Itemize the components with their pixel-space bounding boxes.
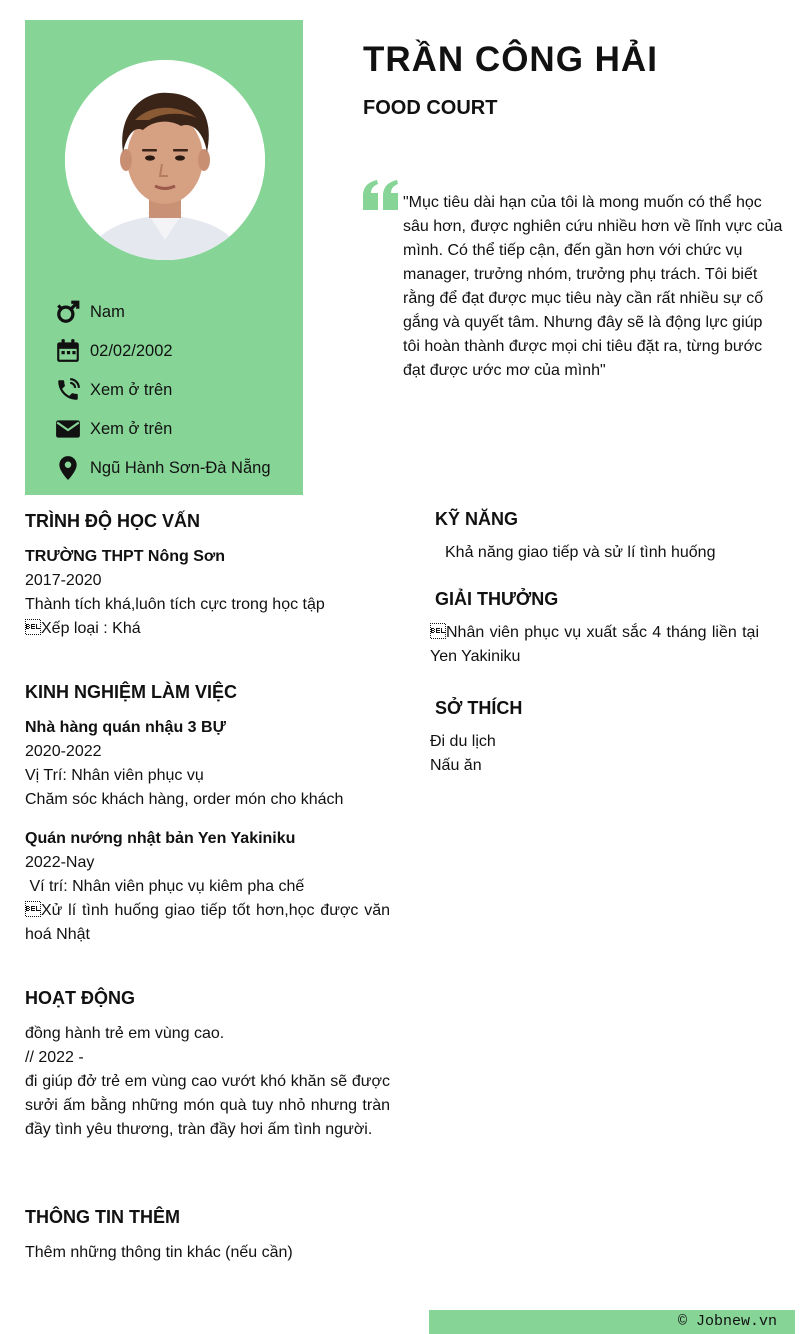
- applied-position: FOOD COURT: [363, 97, 498, 119]
- contact-phone: [54, 376, 172, 404]
- phone-icon: [54, 376, 82, 404]
- birthday-text: 02/02/2002: [90, 341, 173, 360]
- skills-title: KỸ NĂNG: [435, 509, 519, 529]
- hobbies-title: SỞ THÍCH: [435, 698, 523, 718]
- footer-bar: [429, 1310, 795, 1334]
- awards-title: GIẢI THƯỞNG: [435, 589, 559, 609]
- map-pin-icon: [54, 454, 82, 482]
- education-grade: Xếp loại : Khá: [25, 620, 141, 637]
- education-title: TRÌNH ĐỘ HỌC VẤN: [25, 511, 200, 531]
- job-period: 2022-Nay: [25, 854, 95, 871]
- activities-block: [25, 1022, 390, 1142]
- activity-description: đi giúp đở trẻ em vùng cao vướt khó khăn sẽ được sưởi ấm bằng những món quà tuy nhỏ nhưng tràn đầy tình yêu thương, tràn đầy hơi ấm tình người.: [25, 1073, 390, 1138]
- job-entry: [25, 716, 390, 812]
- calendar-icon: [54, 337, 82, 365]
- career-objective: "Mục tiêu dài hạn của tôi là mong muốn có thể học sâu hơn, được nghiên cứu nhiều hơn về lĩnh vực của mình. Có thể tiếp cận, đến gần hơn với chức vụ manager, trưởng nhóm, trưởng phụ trách. Tôi biết rằng để đạt được mục tiêu này cần rất nhiều sự cố gắng và quyết tâm. Nhưng đây sẽ là động lực giúp tôi hoàn thành được mọi chi tiêu đặt ra, từng bước đạt được ước mơ của mình": [403, 194, 783, 379]
- education-years: 2017-2020: [25, 572, 102, 589]
- email-text: Xem ở trên: [90, 419, 173, 438]
- hobby-item: Đi du lịch: [430, 733, 496, 750]
- job-company: Nhà hàng quán nhậu 3 BỰ: [25, 719, 226, 736]
- contact-gender: [54, 298, 125, 326]
- contact-address: [54, 454, 271, 482]
- quote-icon: [363, 180, 399, 210]
- candidate-name: TRẦN CÔNG HẢI: [363, 40, 658, 79]
- job-description: Chăm sóc khách hàng, order món cho khách: [25, 791, 344, 808]
- education-detail: Thành tích khá,luôn tích cực trong học tập: [25, 596, 325, 613]
- additional-info-title: THÔNG TIN THÊM: [25, 1207, 180, 1227]
- job-role: Ví trí: Nhân viên phục vụ kiêm pha chế: [25, 878, 305, 895]
- contact-birthday: [54, 337, 173, 365]
- avatar-photo: [65, 60, 265, 260]
- gender-icon: [54, 298, 82, 326]
- school-name: TRƯỜNG THPT Nông Sơn: [25, 548, 226, 565]
- envelope-icon: [54, 415, 82, 443]
- footer-credit: © Jobnew.vn: [677, 1313, 777, 1330]
- gender-text: Nam: [90, 302, 125, 321]
- awards-text: Nhân viên phục vụ xuất sắc 4 tháng liền tại Yen Yakiniku: [430, 624, 759, 665]
- avatar: [65, 60, 265, 260]
- hobby-item: Nấu ăn: [430, 757, 482, 774]
- job-role: Vị Trí: Nhân viên phục vụ: [25, 767, 204, 784]
- additional-info-text: Thêm những thông tin khác (nếu cần): [25, 1244, 293, 1261]
- activity-name: đồng hành trẻ em vùng cao.: [25, 1025, 225, 1042]
- experience-title: KINH NGHIỆM LÀM VIỆC: [25, 682, 238, 702]
- skills-text: Khả năng giao tiếp và sử lí tình huống: [445, 544, 716, 561]
- job-company: Quán nướng nhật bản Yen Yakiniku: [25, 830, 296, 847]
- address-text: Ngũ Hành Sơn-Đà Nẵng: [90, 458, 271, 477]
- profile-sidebar: [25, 20, 303, 495]
- job-entry: [25, 827, 390, 947]
- hobbies-list: [430, 730, 775, 778]
- education-block: [25, 545, 390, 641]
- activities-title: HOẠT ĐỘNG: [25, 988, 135, 1008]
- activity-period: // 2022 -: [25, 1049, 84, 1066]
- phone-text: Xem ở trên: [90, 380, 173, 399]
- job-period: 2020-2022: [25, 743, 102, 760]
- job-description: Xử lí tình huống giao tiếp tốt hơn,học được văn hoá Nhật: [25, 902, 390, 943]
- contact-email: [54, 415, 172, 443]
